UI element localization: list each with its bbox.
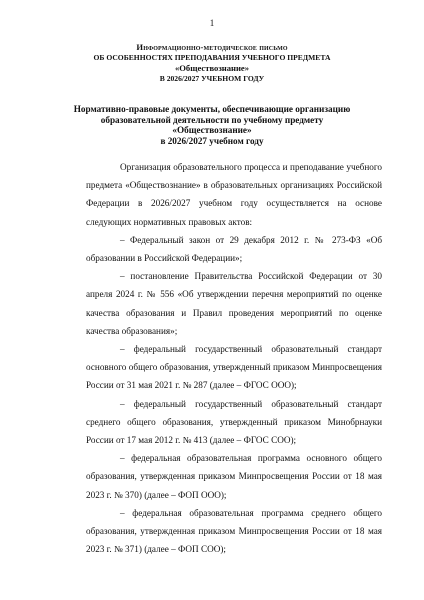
- title-line-1: Информационно-методическое письмо: [136, 42, 288, 52]
- document-body: [86, 158, 382, 558]
- list-item: – постановление Правительства Российской Федерации от 30 апреля 2024 г. № 556 «Об утверждении перечня мероприятий по оценке качества образования и Правил проведения мероприятий по оценке качества образования»;: [86, 271, 382, 336]
- list-item: – федеральная образовательная программа основного общего образования, утвержденная приказом Минпросвещения России от 18 мая 2023 г. № 370) (далее – ФОП ООО);: [86, 453, 382, 500]
- letter-title: [60, 42, 364, 84]
- title-line-4: В 2026/2027 УЧЕБНОМ ГОДУ: [159, 73, 265, 83]
- list-item: – федеральный государственный образовательный стандарт среднего общего образования, утвержденный приказом Минобрнауки России от 17 мая 2012 г. № 413 (далее – ФГОС СОО);: [86, 398, 382, 446]
- list-item: – федеральный государственный образовательный стандарт основного общего образования, утвержденный приказом Минпросвещения России от 31 мая 2021 г. № 287 (далее – ФГОС ООО);: [86, 344, 382, 391]
- section-line-4: в 2026/2027 учебном году: [160, 135, 264, 146]
- page-number: 1: [209, 18, 215, 28]
- list-item: – Федеральный закон от 29 декабря 2012 г. № 273-ФЗ «Об образовании в Российской Федерации»;: [86, 234, 382, 264]
- intro-paragraph: Организация образовательного процесса и преподавание учебного предмета «Обществознание» в образовательных организациях Российской Федерации в 2026/2027 учебном году осуществляется на основе следующих нормативных правовых актов:: [86, 162, 382, 227]
- list-item: – федеральная образовательная программа среднего общего образования, утвержденная приказом Минпросвещения России от 18 мая 2023 г. № 371) (далее – ФОП СОО);: [86, 507, 382, 555]
- section-line-3: «Обществознание»: [172, 125, 252, 136]
- section-line-1: Нормативно-правовые документы, обеспечивающие организацию: [73, 104, 351, 114]
- title-line-2: ОБ ОСОБЕННОСТЯХ ПРЕПОДАВАНИЯ УЧЕБНОГО ПРЕДМЕТА: [93, 52, 331, 62]
- section-line-2: образовательной деятельности по учебному предмету: [100, 114, 324, 125]
- section-heading: [60, 104, 364, 146]
- title-line-3: «Обществознание»: [174, 63, 250, 74]
